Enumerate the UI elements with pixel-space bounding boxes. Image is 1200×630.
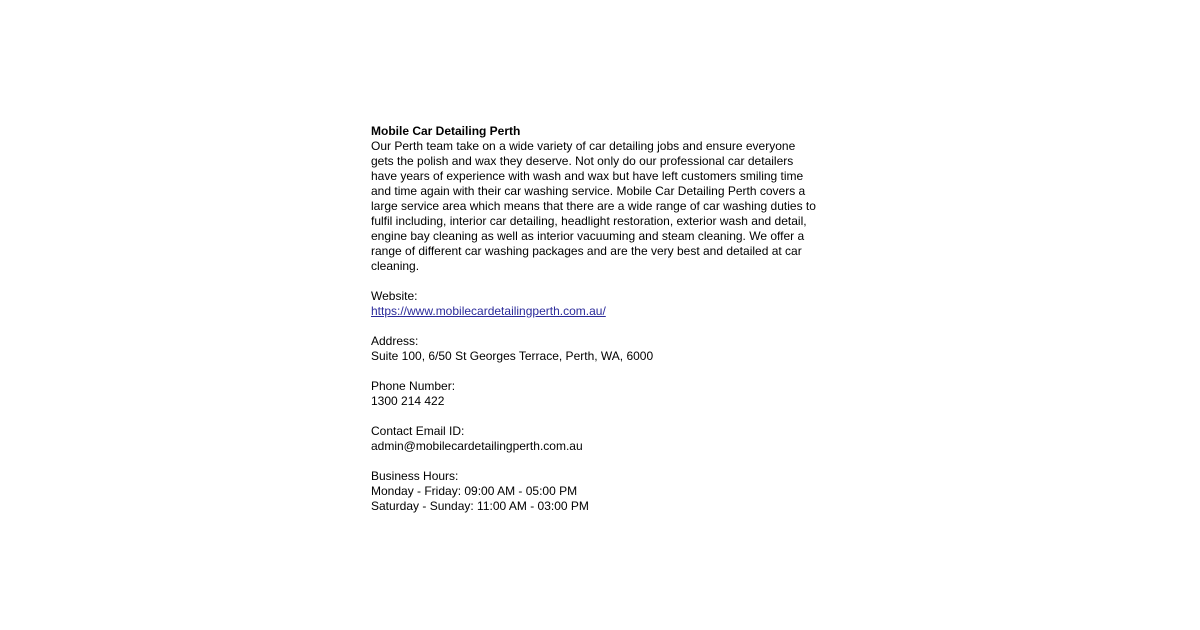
- business-title: Mobile Car Detailing Perth: [371, 124, 521, 138]
- website-label: Website:: [371, 289, 418, 303]
- address-value: Suite 100, 6/50 St Georges Terrace, Perth, WA, 6000: [371, 349, 654, 363]
- phone-value: 1300 214 422: [371, 394, 445, 408]
- hours-weekend: Saturday - Sunday: 11:00 AM - 03:00 PM: [371, 499, 589, 513]
- hours-section: [371, 469, 821, 514]
- website-link[interactable]: https://www.mobilecardetailingperth.com.au/: [371, 304, 606, 318]
- email-label: Contact Email ID:: [371, 424, 465, 438]
- hours-weekday: Monday - Friday: 09:00 AM - 05:00 PM: [371, 484, 578, 498]
- business-listing: [371, 124, 821, 514]
- business-description: Our Perth team take on a wide variety of car detailing jobs and ensure everyone gets the polish and wax they deserve. Not only do our professional car detailers have years of experience with wash and wax but have left customers smiling time and time again with their car washing service. Mobile Car Detailing Perth covers a large service area which means that there are a wide range of car washing duties to fulfil including, interior car detailing, headlight restoration, exterior wash and detail, engine bay cleaning as well as interior vacuuming and steam cleaning. We offer a range of different car washing packages and are the very best and detailed at car cleaning.: [371, 139, 816, 273]
- address-label: Address:: [371, 334, 419, 348]
- hours-label: Business Hours:: [371, 469, 459, 483]
- phone-section: [371, 379, 821, 409]
- email-value: admin@mobilecardetailingperth.com.au: [371, 439, 583, 453]
- website-section: [371, 289, 821, 319]
- address-section: [371, 334, 821, 364]
- email-section: [371, 424, 821, 454]
- phone-label: Phone Number:: [371, 379, 456, 393]
